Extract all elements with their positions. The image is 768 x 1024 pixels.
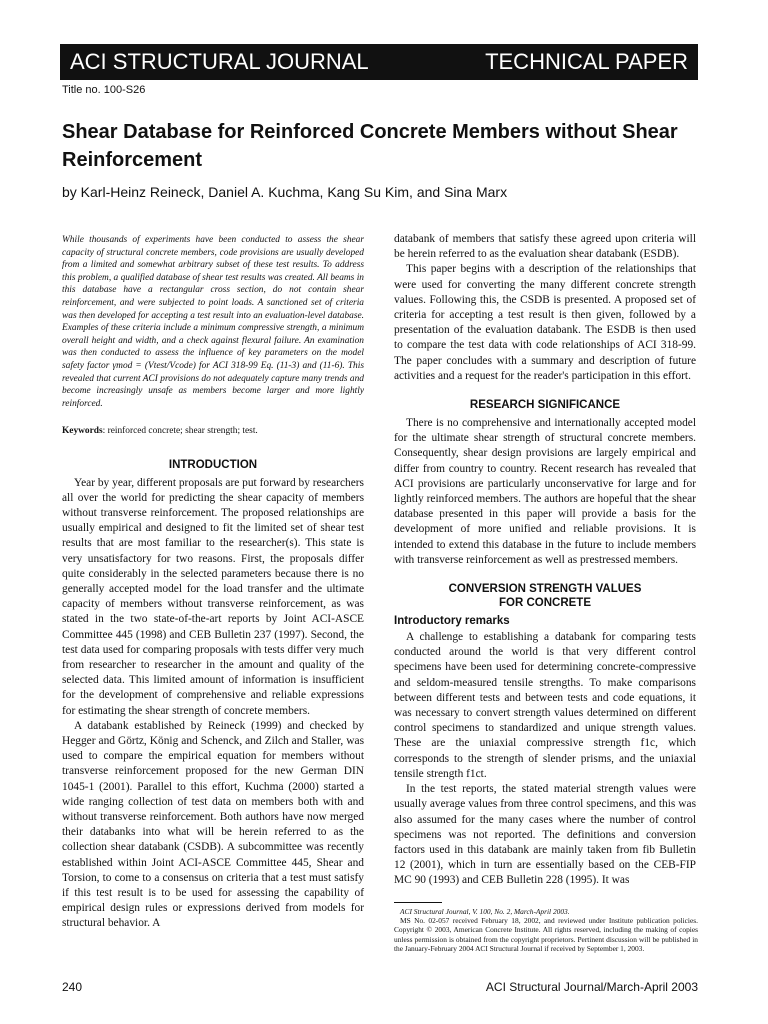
- section-heading-conversion-line2: FOR CONCRETE: [499, 597, 591, 610]
- section-heading-conversion-line1: CONVERSION STRENGTH VALUES: [448, 583, 642, 596]
- overview-paragraph: This paper begins with a description of the relationships that were used for converting the many different concrete strength values. Following this, the CSDB is presented. A proposed set of criteria for accepting a test result is then given, followed by a presentation of the evaluation databank. The ESDB is then used to compare the test data with code relationships of ACI 318-99. The paper concludes with a summary and description of future activities and a request for the reader's participation in this effort.: [394, 263, 696, 382]
- footer-journal-issue: ACI Structural Journal/March-April 2003: [485, 980, 698, 994]
- author-list: by Karl-Heinz Reineck, Daniel A. Kuchma, Kang Su Kim, and Sina Marx: [62, 184, 508, 200]
- section-heading-introduction: INTRODUCTION: [168, 458, 258, 471]
- keywords: [62, 424, 364, 439]
- intro-paragraph-2: A databank established by Reineck (1999) and checked by Hegger and Görtz, König and Schenck, and Zilch and Staller, was used to compare the empirical equation for members without transverse reinforcement proposed for the new German DIN 1045-1 (2001). Parallel to this effort, Kuchma (2000) started a wide ranging collection of test data on members both with and without transverse reinforcement. Both authors have now merged their databanks into what will be herein referred to as the collection shear databank (CSDB). A subcommittee was recently established within Joint ACI-ASCE Committee 445, Shear and Torsion, to come to a consensus on criteria that a test must satisfy if this test result is to be used for assessing the capability of empirical design rules or expressions derived from models for structural behavior. A: [62, 719, 364, 930]
- section-heading-research-significance: RESEARCH SIGNIFICANCE: [469, 399, 621, 412]
- journal-name: ACI STRUCTURAL JOURNAL: [70, 49, 369, 74]
- page-number: 240: [62, 980, 83, 994]
- paper-title: Shear Database for Reinforced Concrete Members without Shear Reinforcement: [62, 121, 678, 171]
- right-column: [394, 232, 696, 889]
- keywords-text: : reinforced concrete; shear strength; test.: [102, 426, 258, 437]
- research-significance-paragraph: There is no comprehensive and internationally accepted model for the ultimate shear strength of structural concrete members. Consequently, shear design provisions are largely empirical and differ from country to country. Recent research has revealed that ACI provisions are particularly unconservative for large and for lightly reinforced members. The authors are hopeful that the shear database presented in this paper will provide a basis for the development of more unified and reliable provisions. It is intended to extend this database in the future to include members with transverse reinforcement as well as prestressed members.: [394, 417, 696, 566]
- continued-paragraph: databank of members that satisfy these agreed upon criteria will be herein referred to as the evaluation shear databank (ESDB).: [394, 233, 696, 261]
- keywords-label: Keywords: [62, 426, 103, 437]
- footnote-line-1: ACI Structural Journal, V. 100, No. 2, March-April 2003.: [400, 907, 570, 916]
- title-number: Title no. 100-S26: [62, 84, 146, 96]
- journal-header-bar: [60, 44, 698, 80]
- footnote-rule: [394, 902, 442, 903]
- footnote-line-2: MS No. 02-057 received February 18, 2002, and reviewed under Institute publication policies. Copyright © 2003, American Concrete Institute. All rights reserved, including the making of copies unless permission is obtained from the copyright proprietors. Pertinent discussion will be published in the January-February 2004 ACI Structural Journal if received by September 1, 2003.: [394, 916, 698, 953]
- left-column: [62, 234, 364, 932]
- conversion-paragraph-1: A challenge to establishing a databank for comparing tests conducted around the world is that very different control specimens have been used for determining concrete-compressive and seldom-measured tensile strengths. To make comparisons between different tests and between tests and code equations, it was necessary to convert strength values determined on different control specimens to standardized and unique strength values. These are the uniaxial compressive strength f1c, which corresponds to the strength of slender prisms, and the uniaxial tensile strength f1ct.: [394, 631, 696, 780]
- footnote: [394, 907, 698, 953]
- subheading-introductory-remarks: Introductory remarks: [394, 615, 510, 628]
- intro-paragraph-1: Year by year, different proposals are put forward by researchers all over the world for predicting the shear capacity of members without transverse reinforcement. The proposed relationships are usually empirical and designed to fit the limited set of shear test results that are most familiar to the researcher(s). This state is very unsatisfactory for two reasons. First, the proposals differ quite considerably in the selected parameters because there is no generally accepted model for the load transfer and the ultimate capacity of members without transverse reinforcement, as was stated in the two state-of-the-art reports by Joint ACI-ASCE Committee 445 (1998) and CEB Bulletin 237 (1997). Second, the test data used for comparing proposals with tests differ very much from researcher to researcher in the amount and quality of the selected data. This limited amount of information is insufficient for the development of comprehensive and reliable expressions for estimating the shear strength of concrete members.: [62, 476, 364, 717]
- conversion-paragraph-2: In the test reports, the stated material strength values were usually average values from three control specimens, and this was also assumed for the many cases where the number of control specimens was not reported. The definitions and conversion factors used in this databank are mainly taken from fib Bulletin 12 (2001), which in turn are essentially based on the CEB-FIP MC 90 (1993) and CEB Bulletin 228 (1995). It was: [394, 783, 696, 887]
- paper-category: TECHNICAL PAPER: [485, 49, 688, 74]
- abstract: While thousands of experiments have been conducted to assess the shear capacity of structural concrete members, code provisions are usually developed from a limited and somewhat arbitrary subset of these test results. To address this problem, a qualified database of shear test results was created. All beams in this database have a rectangular cross section, do not contain shear reinforcement, and were subjected to point loads. A sanctioned set of criteria was then developed for accepting a test result into an evaluation-level database. Examples of these criteria include a minimum compressive strength, a minimum overall height and width, and a check against flexural failure. An examination was then conducted to assess the influence of key parameters on the model safety factor γmod = (Vtest/Vcode) for ACI 318-99 Eq. (11-3) and (11-6). This revealed that current ACI provisions do not adequately capture many trends and become increasingly unsafe as members become larger and more lightly reinforced.: [62, 235, 364, 409]
